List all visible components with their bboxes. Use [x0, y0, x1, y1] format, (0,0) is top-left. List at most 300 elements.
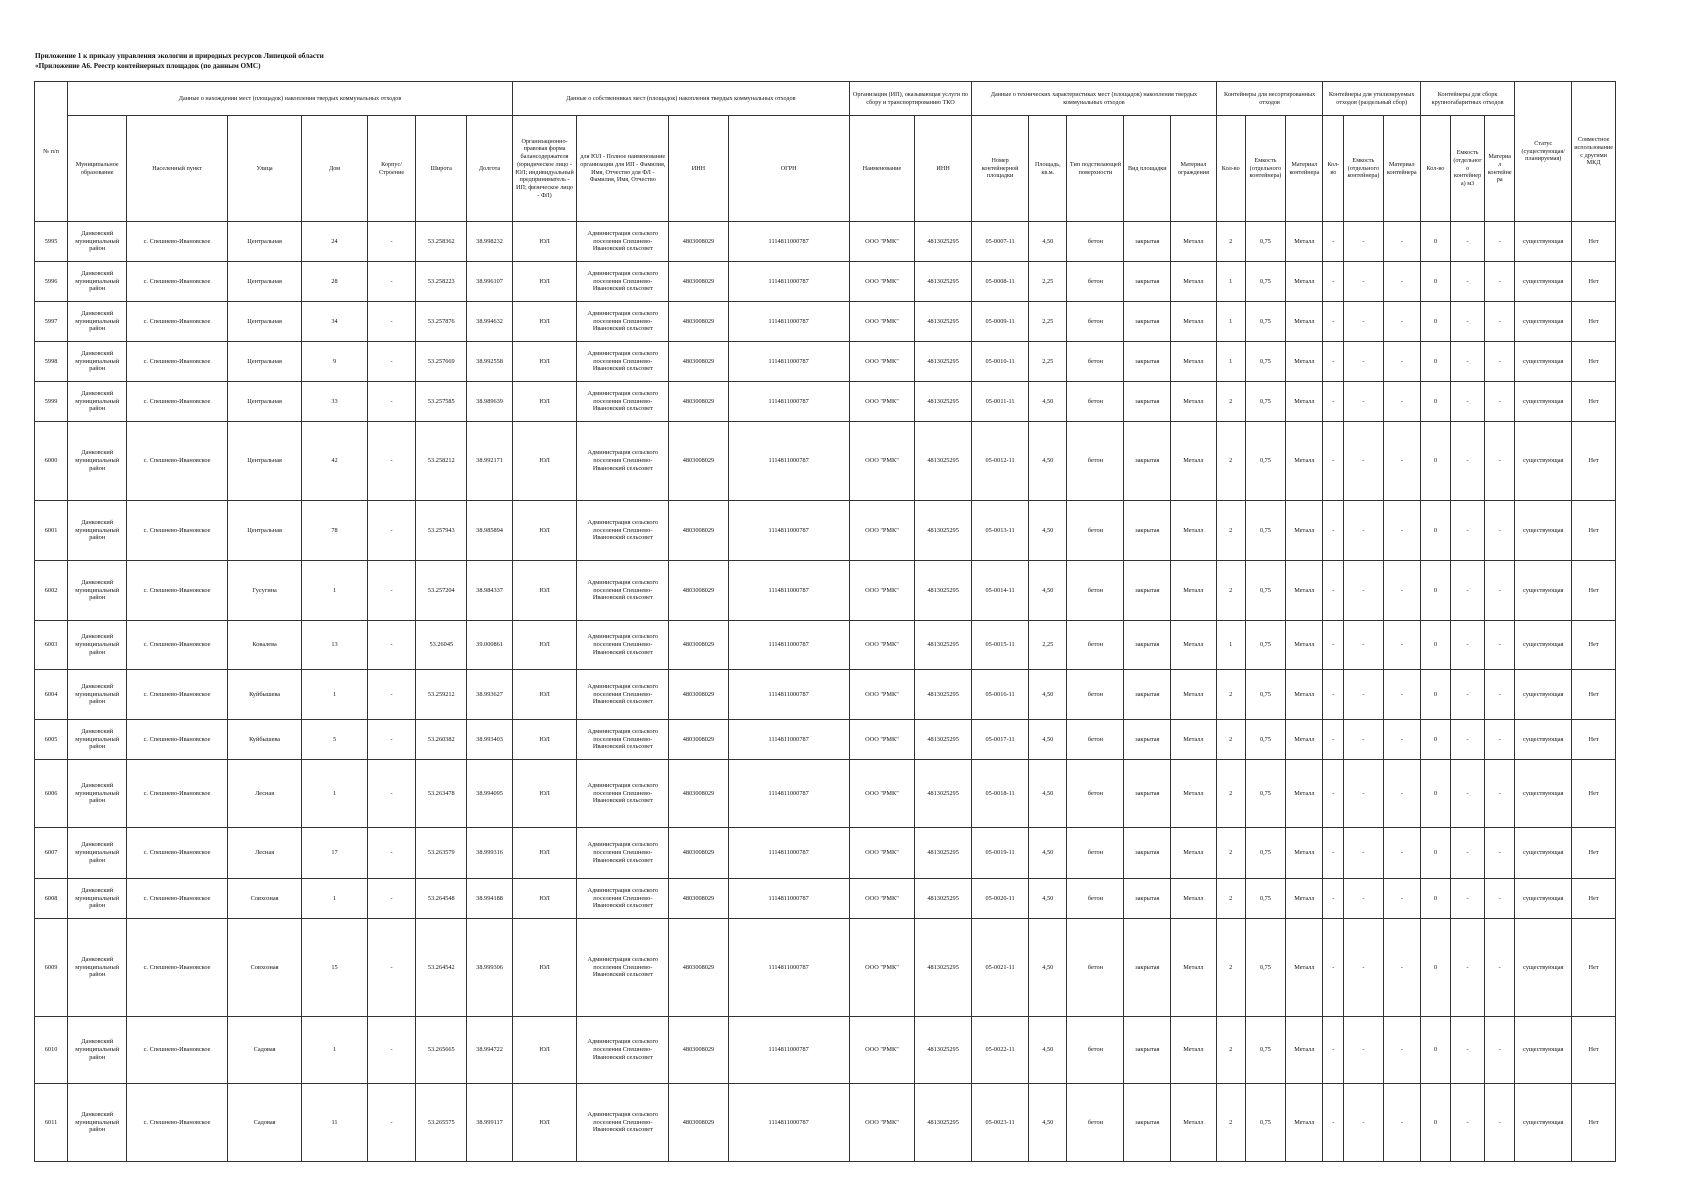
cell-owner-name: Администрация сельского поселения Спешнево-Ивановский сельсовет [577, 382, 669, 422]
cell-ogrn: 1114811000787 [728, 621, 849, 670]
cell-surface: бетон [1067, 828, 1124, 879]
cell-site-type: закрытая [1124, 501, 1171, 561]
cell-bulky-qty: 0 [1420, 302, 1450, 342]
cell-num: 6008 [35, 879, 68, 919]
cell-num: 6004 [35, 670, 68, 720]
cell-lon: 38.992171 [467, 422, 513, 501]
cell-recyclable-capacity: - [1344, 919, 1383, 1017]
cell-unsorted-capacity: 0,75 [1245, 222, 1285, 262]
cell-building: - [367, 302, 416, 342]
cell-lat: 53.259212 [416, 670, 467, 720]
cell-ogrn: 1114811000787 [728, 1084, 849, 1162]
cell-site-number: 05-0019-11 [972, 828, 1029, 879]
cell-unsorted-material: Металл [1286, 561, 1323, 621]
cell-lat: 53.263478 [416, 760, 467, 828]
cell-bulky-capacity: - [1450, 222, 1484, 262]
cell-lat: 53.260382 [416, 720, 467, 760]
cell-bulky-material: - [1485, 720, 1515, 760]
cell-lon: 38.985894 [467, 501, 513, 561]
cell-org-name: ООО "РМК" [849, 828, 914, 879]
cell-site-type: закрытая [1124, 1017, 1171, 1084]
cell-site-type: закрытая [1124, 382, 1171, 422]
cell-unsorted-capacity: 0,75 [1245, 919, 1285, 1017]
cell-recyclable-material: - [1383, 222, 1420, 262]
cell-legal-form: ЮЛ [512, 919, 576, 1017]
cell-legal-form: ЮЛ [512, 561, 576, 621]
cell-settlement: с. Спешнево-Ивановское [127, 262, 228, 302]
cell-status: существующая [1515, 262, 1572, 302]
group-recyclable: Контейнеры для утилизируемых отходов (раздельный сбор) [1323, 82, 1420, 116]
cell-site-number: 05-0008-11 [972, 262, 1029, 302]
cell-site-number: 05-0011-11 [972, 382, 1029, 422]
cell-lon: 38.996107 [467, 262, 513, 302]
cell-owner-inn: 4803008029 [669, 760, 728, 828]
cell-recyclable-qty: - [1323, 621, 1344, 670]
cell-org-name: ООО "РМК" [849, 302, 914, 342]
cell-site-type: закрытая [1124, 561, 1171, 621]
cell-area: 4,50 [1029, 879, 1067, 919]
cell-unsorted-material: Металл [1286, 828, 1323, 879]
cell-municipality: Данковский муниципальный район [68, 720, 127, 760]
cell-org-name: ООО "РМК" [849, 720, 914, 760]
cell-org-name: ООО "РМК" [849, 1017, 914, 1084]
cell-recyclable-material: - [1383, 919, 1420, 1017]
cell-surface: бетон [1067, 302, 1124, 342]
cell-legal-form: ЮЛ [512, 222, 576, 262]
cell-num: 5998 [35, 342, 68, 382]
cell-num: 6006 [35, 760, 68, 828]
cell-bulky-qty: 0 [1420, 222, 1450, 262]
cell-lon: 38.994632 [467, 302, 513, 342]
cell-bulky-material: - [1485, 1017, 1515, 1084]
document-title [35, 51, 324, 72]
cell-bulky-qty: 0 [1420, 828, 1450, 879]
cell-area: 4,50 [1029, 422, 1067, 501]
col-status: Статус (существующая/ планируемая) [1515, 82, 1572, 222]
cell-unsorted-capacity: 0,75 [1245, 302, 1285, 342]
cell-recyclable-material: - [1383, 342, 1420, 382]
cell-ogrn: 1114811000787 [728, 501, 849, 561]
cell-site-number: 05-0012-11 [972, 422, 1029, 501]
cell-house: 34 [302, 302, 367, 342]
cell-building: - [367, 501, 416, 561]
col-owner-name: для ЮЛ - Полное наименование организации для ИП - Фамилия, Имя, Отчество для ФЛ - Фамилия, Имя, Отчество [577, 116, 669, 222]
cell-area: 2,25 [1029, 621, 1067, 670]
col-num: № п/п [35, 82, 68, 222]
cell-settlement: с. Спешнево-Ивановское [127, 1084, 228, 1162]
cell-bulky-capacity: - [1450, 302, 1484, 342]
table-row [35, 760, 1616, 828]
cell-unsorted-material: Металл [1286, 342, 1323, 382]
cell-unsorted-qty: 2 [1216, 222, 1245, 262]
cell-street: Гусугина [227, 561, 302, 621]
cell-municipality: Данковский муниципальный район [68, 561, 127, 621]
cell-unsorted-capacity: 0,75 [1245, 422, 1285, 501]
cell-fence: Металл [1171, 1017, 1217, 1084]
cell-owner-name: Администрация сельского поселения Спешнево-Ивановский сельсовет [577, 561, 669, 621]
cell-bulky-material: - [1485, 1084, 1515, 1162]
cell-unsorted-qty: 2 [1216, 561, 1245, 621]
cell-building: - [367, 760, 416, 828]
cell-bulky-material: - [1485, 302, 1515, 342]
cell-fence: Металл [1171, 1084, 1217, 1162]
cell-settlement: с. Спешнево-Ивановское [127, 561, 228, 621]
cell-status: существующая [1515, 919, 1572, 1017]
cell-surface: бетон [1067, 222, 1124, 262]
col-org-name: Наименование [849, 116, 914, 222]
cell-site-type: закрытая [1124, 342, 1171, 382]
cell-house: 1 [302, 670, 367, 720]
cell-fence: Металл [1171, 879, 1217, 919]
cell-owner-name: Администрация сельского поселения Спешнево-Ивановский сельсовет [577, 222, 669, 262]
cell-org-name: ООО "РМК" [849, 561, 914, 621]
cell-legal-form: ЮЛ [512, 879, 576, 919]
cell-org-inn: 4813025295 [915, 670, 972, 720]
cell-lat: 53.26045 [416, 621, 467, 670]
cell-lon: 38.993627 [467, 670, 513, 720]
cell-recyclable-capacity: - [1344, 760, 1383, 828]
cell-ogrn: 1114811000787 [728, 919, 849, 1017]
cell-municipality: Данковский муниципальный район [68, 1084, 127, 1162]
cell-shared: Нет [1572, 561, 1616, 621]
cell-fence: Металл [1171, 621, 1217, 670]
cell-unsorted-capacity: 0,75 [1245, 720, 1285, 760]
cell-org-name: ООО "РМК" [849, 670, 914, 720]
cell-shared: Нет [1572, 302, 1616, 342]
cell-building: - [367, 879, 416, 919]
cell-bulky-material: - [1485, 828, 1515, 879]
cell-house: 5 [302, 720, 367, 760]
cell-municipality: Данковский муниципальный район [68, 879, 127, 919]
col-municipality: Муниципальное образование [68, 116, 127, 222]
cell-site-type: закрытая [1124, 621, 1171, 670]
cell-building: - [367, 1017, 416, 1084]
group-technical: Данные о технических характеристиках мест (площадок) накопления твердых коммунальных отходов [972, 82, 1217, 116]
cell-shared: Нет [1572, 342, 1616, 382]
cell-recyclable-capacity: - [1344, 382, 1383, 422]
cell-house: 11 [302, 1084, 367, 1162]
col-area: Площадь, кв.м. [1029, 116, 1067, 222]
cell-recyclable-qty: - [1323, 760, 1344, 828]
cell-lat: 53.264548 [416, 879, 467, 919]
cell-site-number: 05-0007-11 [972, 222, 1029, 262]
cell-area: 4,50 [1029, 382, 1067, 422]
cell-unsorted-capacity: 0,75 [1245, 828, 1285, 879]
cell-recyclable-qty: - [1323, 422, 1344, 501]
cell-bulky-material: - [1485, 919, 1515, 1017]
cell-recyclable-material: - [1383, 501, 1420, 561]
cell-house: 1 [302, 760, 367, 828]
col-site-number: Номер контейнерной площадки [972, 116, 1029, 222]
cell-settlement: с. Спешнево-Ивановское [127, 919, 228, 1017]
cell-house: 24 [302, 222, 367, 262]
cell-lon: 38.984337 [467, 561, 513, 621]
cell-owner-inn: 4803008029 [669, 382, 728, 422]
cell-owner-inn: 4803008029 [669, 720, 728, 760]
cell-municipality: Данковский муниципальный район [68, 828, 127, 879]
cell-owner-inn: 4803008029 [669, 561, 728, 621]
cell-bulky-capacity: - [1450, 1017, 1484, 1084]
col-lon: Долгота [467, 116, 513, 222]
cell-unsorted-material: Металл [1286, 222, 1323, 262]
cell-legal-form: ЮЛ [512, 342, 576, 382]
cell-unsorted-qty: 1 [1216, 342, 1245, 382]
cell-surface: бетон [1067, 919, 1124, 1017]
cell-lat: 53.257204 [416, 561, 467, 621]
cell-fence: Металл [1171, 382, 1217, 422]
cell-municipality: Данковский муниципальный район [68, 621, 127, 670]
col-unsorted-qty: Кол-во [1216, 116, 1245, 222]
cell-bulky-qty: 0 [1420, 919, 1450, 1017]
cell-org-name: ООО "РМК" [849, 760, 914, 828]
cell-owner-inn: 4803008029 [669, 501, 728, 561]
cell-legal-form: ЮЛ [512, 262, 576, 302]
cell-area: 4,50 [1029, 670, 1067, 720]
table-row [35, 422, 1616, 501]
col-recyclable-qty: Кол-во [1323, 116, 1344, 222]
cell-unsorted-capacity: 0,75 [1245, 382, 1285, 422]
cell-status: существующая [1515, 561, 1572, 621]
cell-recyclable-material: - [1383, 382, 1420, 422]
cell-org-inn: 4813025295 [915, 720, 972, 760]
cell-recyclable-material: - [1383, 879, 1420, 919]
cell-owner-name: Администрация сельского поселения Спешнево-Ивановский сельсовет [577, 1084, 669, 1162]
column-header-row [35, 116, 1616, 222]
cell-surface: бетон [1067, 760, 1124, 828]
cell-status: существующая [1515, 1084, 1572, 1162]
cell-unsorted-capacity: 0,75 [1245, 879, 1285, 919]
cell-surface: бетон [1067, 262, 1124, 302]
cell-site-type: закрытая [1124, 302, 1171, 342]
cell-lon: 38.993403 [467, 720, 513, 760]
cell-site-type: закрытая [1124, 262, 1171, 302]
cell-building: - [367, 720, 416, 760]
cell-bulky-capacity: - [1450, 760, 1484, 828]
cell-org-name: ООО "РМК" [849, 1084, 914, 1162]
cell-num: 6003 [35, 621, 68, 670]
cell-shared: Нет [1572, 1084, 1616, 1162]
cell-house: 17 [302, 828, 367, 879]
col-lat: Широта [416, 116, 467, 222]
cell-shared: Нет [1572, 262, 1616, 302]
cell-recyclable-capacity: - [1344, 1084, 1383, 1162]
cell-recyclable-capacity: - [1344, 879, 1383, 919]
cell-unsorted-capacity: 0,75 [1245, 262, 1285, 302]
cell-lat: 53.258223 [416, 262, 467, 302]
cell-building: - [367, 422, 416, 501]
cell-street: Центральная [227, 382, 302, 422]
title-line-2: «Приложение А6. Реестр контейнерных площадок (по данным ОМС) [35, 62, 261, 71]
table-row [35, 621, 1616, 670]
cell-ogrn: 1114811000787 [728, 302, 849, 342]
cell-owner-name: Администрация сельского поселения Спешнево-Ивановский сельсовет [577, 760, 669, 828]
cell-surface: бетон [1067, 621, 1124, 670]
cell-recyclable-qty: - [1323, 222, 1344, 262]
cell-recyclable-capacity: - [1344, 1017, 1383, 1084]
cell-owner-name: Администрация сельского поселения Спешнево-Ивановский сельсовет [577, 828, 669, 879]
cell-unsorted-material: Металл [1286, 501, 1323, 561]
cell-org-inn: 4813025295 [915, 501, 972, 561]
cell-area: 2,25 [1029, 342, 1067, 382]
cell-legal-form: ЮЛ [512, 1017, 576, 1084]
cell-recyclable-qty: - [1323, 828, 1344, 879]
cell-building: - [367, 382, 416, 422]
group-header-row [35, 82, 1616, 116]
cell-ogrn: 1114811000787 [728, 720, 849, 760]
cell-owner-inn: 4803008029 [669, 1084, 728, 1162]
cell-status: существующая [1515, 342, 1572, 382]
cell-shared: Нет [1572, 222, 1616, 262]
cell-bulky-material: - [1485, 222, 1515, 262]
cell-unsorted-capacity: 0,75 [1245, 670, 1285, 720]
cell-unsorted-qty: 1 [1216, 262, 1245, 302]
cell-lat: 53.257585 [416, 382, 467, 422]
cell-recyclable-material: - [1383, 670, 1420, 720]
cell-building: - [367, 828, 416, 879]
cell-municipality: Данковский муниципальный район [68, 302, 127, 342]
cell-bulky-material: - [1485, 879, 1515, 919]
table-row [35, 302, 1616, 342]
group-unsorted: Контейнеры для несортированных отходов [1216, 82, 1323, 116]
cell-municipality: Данковский муниципальный район [68, 1017, 127, 1084]
cell-municipality: Данковский муниципальный район [68, 222, 127, 262]
cell-legal-form: ЮЛ [512, 720, 576, 760]
col-recyclable-material: Материал контейнера [1383, 116, 1420, 222]
cell-shared: Нет [1572, 501, 1616, 561]
cell-ogrn: 1114811000787 [728, 422, 849, 501]
cell-shared: Нет [1572, 879, 1616, 919]
cell-site-number: 05-0020-11 [972, 879, 1029, 919]
cell-owner-name: Администрация сельского поселения Спешнево-Ивановский сельсовет [577, 342, 669, 382]
table-row [35, 1084, 1616, 1162]
cell-unsorted-qty: 2 [1216, 879, 1245, 919]
cell-settlement: с. Спешнево-Ивановское [127, 879, 228, 919]
col-shared: Совместное использование с другими МКД [1572, 82, 1616, 222]
cell-municipality: Данковский муниципальный район [68, 670, 127, 720]
cell-lat: 53.265575 [416, 1084, 467, 1162]
cell-site-type: закрытая [1124, 919, 1171, 1017]
cell-unsorted-capacity: 0,75 [1245, 621, 1285, 670]
cell-unsorted-capacity: 0,75 [1245, 1084, 1285, 1162]
cell-shared: Нет [1572, 382, 1616, 422]
cell-house: 78 [302, 501, 367, 561]
cell-settlement: с. Спешнево-Ивановское [127, 621, 228, 670]
cell-site-type: закрытая [1124, 222, 1171, 262]
cell-street: Лесная [227, 760, 302, 828]
cell-owner-inn: 4803008029 [669, 919, 728, 1017]
cell-area: 4,50 [1029, 720, 1067, 760]
cell-status: существующая [1515, 670, 1572, 720]
cell-recyclable-capacity: - [1344, 670, 1383, 720]
cell-ogrn: 1114811000787 [728, 262, 849, 302]
table-row [35, 879, 1616, 919]
table-row [35, 342, 1616, 382]
cell-org-inn: 4813025295 [915, 302, 972, 342]
cell-municipality: Данковский муниципальный район [68, 919, 127, 1017]
cell-owner-name: Администрация сельского поселения Спешнево-Ивановский сельсовет [577, 621, 669, 670]
cell-ogrn: 1114811000787 [728, 561, 849, 621]
cell-bulky-qty: 0 [1420, 720, 1450, 760]
col-bulky-qty: Кол-во [1420, 116, 1450, 222]
cell-bulky-material: - [1485, 422, 1515, 501]
cell-house: 1 [302, 1017, 367, 1084]
cell-num: 6010 [35, 1017, 68, 1084]
cell-surface: бетон [1067, 879, 1124, 919]
col-org-inn: ИНН [915, 116, 972, 222]
cell-org-name: ООО "РМК" [849, 621, 914, 670]
cell-fence: Металл [1171, 262, 1217, 302]
cell-area: 4,50 [1029, 919, 1067, 1017]
cell-lon: 38.994095 [467, 760, 513, 828]
table-row [35, 919, 1616, 1017]
cell-lon: 38.994722 [467, 1017, 513, 1084]
cell-lon: 39.000861 [467, 621, 513, 670]
cell-bulky-qty: 0 [1420, 621, 1450, 670]
cell-unsorted-qty: 2 [1216, 422, 1245, 501]
table-row [35, 222, 1616, 262]
cell-bulky-capacity: - [1450, 621, 1484, 670]
cell-house: 33 [302, 382, 367, 422]
cell-lon: 38.994188 [467, 879, 513, 919]
col-bulky-capacity: Емкость (отдельного контейнера) м3 [1450, 116, 1484, 222]
cell-owner-inn: 4803008029 [669, 1017, 728, 1084]
cell-owner-inn: 4803008029 [669, 621, 728, 670]
cell-owner-inn: 4803008029 [669, 828, 728, 879]
cell-street: Садовая [227, 1017, 302, 1084]
cell-recyclable-material: - [1383, 621, 1420, 670]
cell-status: существующая [1515, 501, 1572, 561]
cell-unsorted-material: Металл [1286, 760, 1323, 828]
cell-recyclable-material: - [1383, 720, 1420, 760]
cell-street: Куйбышева [227, 720, 302, 760]
cell-recyclable-qty: - [1323, 919, 1344, 1017]
cell-bulky-qty: 0 [1420, 561, 1450, 621]
cell-surface: бетон [1067, 422, 1124, 501]
cell-ogrn: 1114811000787 [728, 222, 849, 262]
cell-owner-inn: 4803008029 [669, 670, 728, 720]
cell-site-type: закрытая [1124, 828, 1171, 879]
title-line-1: Приложение 1 к приказу управления экологии и природных ресурсов Липецкой области [35, 52, 324, 60]
cell-fence: Металл [1171, 670, 1217, 720]
cell-site-type: закрытая [1124, 1084, 1171, 1162]
col-house: Дом [302, 116, 367, 222]
cell-fence: Металл [1171, 342, 1217, 382]
cell-building: - [367, 919, 416, 1017]
cell-settlement: с. Спешнево-Ивановское [127, 302, 228, 342]
cell-settlement: с. Спешнево-Ивановское [127, 422, 228, 501]
cell-ogrn: 1114811000787 [728, 879, 849, 919]
cell-surface: бетон [1067, 382, 1124, 422]
col-legal-form: Организационно-правовая форма балансодержателя (юридическое лицо - ЮЛ; индивидуальный предприниматель - ИП; физическое лицо - ФЛ) [512, 116, 576, 222]
cell-legal-form: ЮЛ [512, 382, 576, 422]
cell-owner-name: Администрация сельского поселения Спешнево-Ивановский сельсовет [577, 422, 669, 501]
container-sites-registry-table [34, 81, 1616, 1162]
cell-settlement: с. Спешнево-Ивановское [127, 342, 228, 382]
cell-site-number: 05-0013-11 [972, 501, 1029, 561]
cell-municipality: Данковский муниципальный район [68, 760, 127, 828]
cell-recyclable-qty: - [1323, 879, 1344, 919]
cell-bulky-capacity: - [1450, 720, 1484, 760]
cell-recyclable-capacity: - [1344, 501, 1383, 561]
col-surface: Тип подстилающей поверхности [1067, 116, 1124, 222]
cell-org-name: ООО "РМК" [849, 501, 914, 561]
cell-building: - [367, 262, 416, 302]
cell-area: 4,50 [1029, 501, 1067, 561]
cell-lat: 53.264542 [416, 919, 467, 1017]
cell-num: 6005 [35, 720, 68, 760]
cell-surface: бетон [1067, 1084, 1124, 1162]
cell-bulky-qty: 0 [1420, 501, 1450, 561]
